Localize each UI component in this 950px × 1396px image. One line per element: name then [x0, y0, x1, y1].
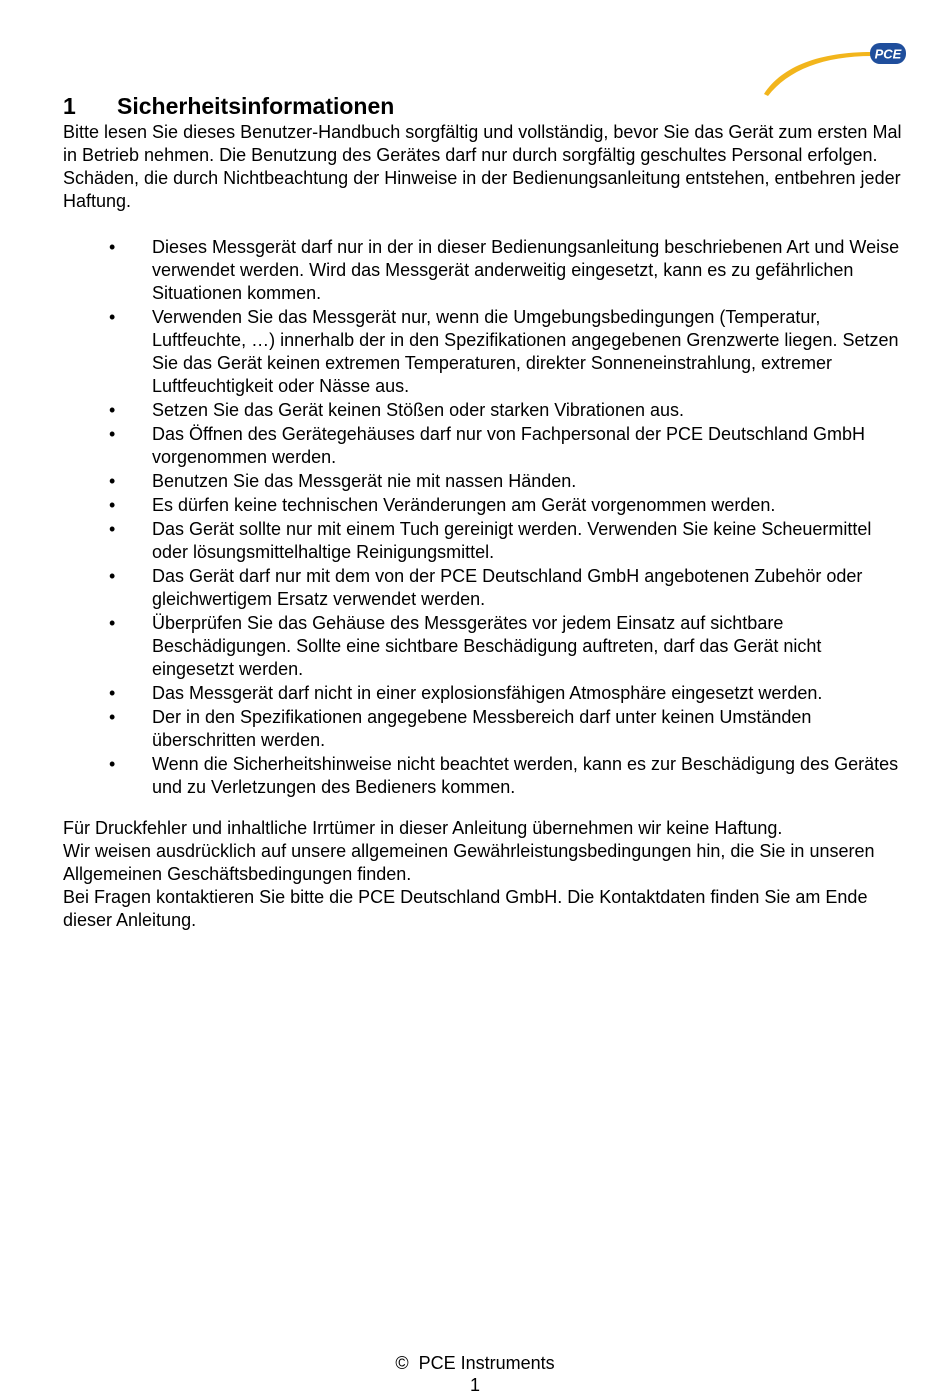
list-item	[63, 494, 903, 517]
list-item-text: Verwenden Sie das Messgerät nur, wenn die Umgebungsbedingungen (Temperatur, Luftfeuchte, …) innerhalb der in den Spezifikationen angegebenen Grenzwerte liegen. Setzen Sie das Gerät keinen extremen Temperaturen, direkter Sonneneinstrahlung, extremer Luftfeuchtigkeit oder Nässe aus.	[152, 307, 899, 396]
footer-company: PCE Instruments	[418, 1353, 555, 1373]
list-item-text: Das Gerät sollte nur mit einem Tuch gereinigt werden. Verwenden Sie keine Scheuermittel oder lösungsmittelhaltige Reinigungsmittel.	[152, 519, 872, 562]
safety-list	[63, 236, 903, 800]
footer-company-line	[0, 1352, 950, 1374]
list-item	[63, 236, 903, 305]
list-item	[63, 706, 903, 752]
list-item	[63, 612, 903, 681]
list-item	[63, 682, 903, 705]
bullet-icon: •	[109, 683, 116, 703]
list-item	[63, 753, 903, 799]
list-item	[63, 470, 903, 493]
list-item-text: Das Gerät darf nur mit dem von der PCE Deutschland GmbH angebotenen Zubehör oder gleichwertigem Ersatz verwendet werden.	[152, 566, 863, 609]
list-item-text: Dieses Messgerät darf nur in der in dieser Bedienungsanleitung beschriebenen Art und Weise verwendet werden. Wird das Messgerät anderweitig eingesetzt, kann es zu gefährlichen Situationen kommen.	[152, 237, 900, 303]
list-item-text: Überprüfen Sie das Gehäuse des Messgerätes vor jedem Einsatz auf sichtbare Beschädigungen. Sollte eine sichtbare Beschädigung auftreten, darf das Gerät nicht eingesetzt werden.	[152, 613, 822, 679]
list-item	[63, 423, 903, 469]
section-title: Sicherheitsinformationen	[117, 93, 395, 119]
bullet-icon: •	[109, 613, 116, 633]
contact-text: Bei Fragen kontaktieren Sie bitte die PCE Deutschland GmbH. Die Kontaktdaten finden Sie am Ende dieser Anleitung.	[63, 887, 868, 930]
bullet-icon: •	[109, 519, 116, 539]
bullet-icon: •	[109, 754, 116, 774]
list-item	[63, 306, 903, 398]
bullet-icon: •	[109, 495, 116, 515]
bullet-icon: •	[109, 471, 116, 491]
disclaimer-text: Für Druckfehler und inhaltliche Irrtümer in dieser Anleitung übernehmen wir keine Haftung.	[63, 818, 783, 838]
list-item-text: Das Öffnen des Gerätegehäuses darf nur von Fachpersonal der PCE Deutschland GmbH vorgenommen werden.	[152, 424, 866, 467]
bullet-icon: •	[109, 400, 116, 420]
page-footer	[0, 1352, 950, 1396]
bullet-icon: •	[109, 424, 116, 444]
bullet-icon: •	[109, 707, 116, 727]
logo-text: PCE	[874, 46, 902, 62]
list-item-text: Benutzen Sie das Messgerät nie mit nassen Händen.	[152, 471, 577, 491]
list-item	[63, 518, 903, 564]
list-item	[63, 399, 903, 422]
bullet-icon: •	[109, 307, 116, 327]
list-item-text: Der in den Spezifikationen angegebene Messbereich darf unter keinen Umständen überschritten werden.	[152, 707, 812, 750]
bullet-icon: •	[109, 566, 116, 586]
intro-paragraph: Bitte lesen Sie dieses Benutzer-Handbuch sorgfältig und vollständig, bevor Sie das Gerät zum ersten Mal in Betrieb nehmen. Die Benutzung des Gerätes darf nur durch sorgfältig geschultes Personal erfolgen. Schäden, die durch Nichtbeachtung der Hinweise in der Bedienungsanleitung entstehen, entbehren jeder Haftung.	[63, 122, 902, 211]
bullet-icon: •	[109, 237, 116, 257]
warranty-text: Wir weisen ausdrücklich auf unsere allgemeinen Gewährleistungsbedingungen hin, die Sie in unseren Allgemeinen Geschäftsbedingungen finden.	[63, 841, 875, 884]
section-number: 1	[63, 93, 76, 119]
pce-logo	[760, 40, 910, 100]
logo-arc	[764, 52, 872, 96]
page-number: 1	[469, 1375, 480, 1395]
list-item-text: Setzen Sie das Gerät keinen Stößen oder starken Vibrationen aus.	[152, 400, 684, 420]
section-heading	[63, 92, 394, 120]
list-item	[63, 565, 903, 611]
list-item-text: Es dürfen keine technischen Veränderungen am Gerät vorgenommen werden.	[152, 495, 776, 515]
list-item-text: Wenn die Sicherheitshinweise nicht beachtet werden, kann es zur Beschädigung des Gerätes und zu Verletzungen des Bedieners kommen.	[152, 754, 899, 797]
list-item-text: Das Messgerät darf nicht in einer explosionsfähigen Atmosphäre eingesetzt werden.	[152, 683, 823, 703]
copyright-icon: ©	[395, 1353, 409, 1373]
closing-notes	[63, 817, 903, 932]
